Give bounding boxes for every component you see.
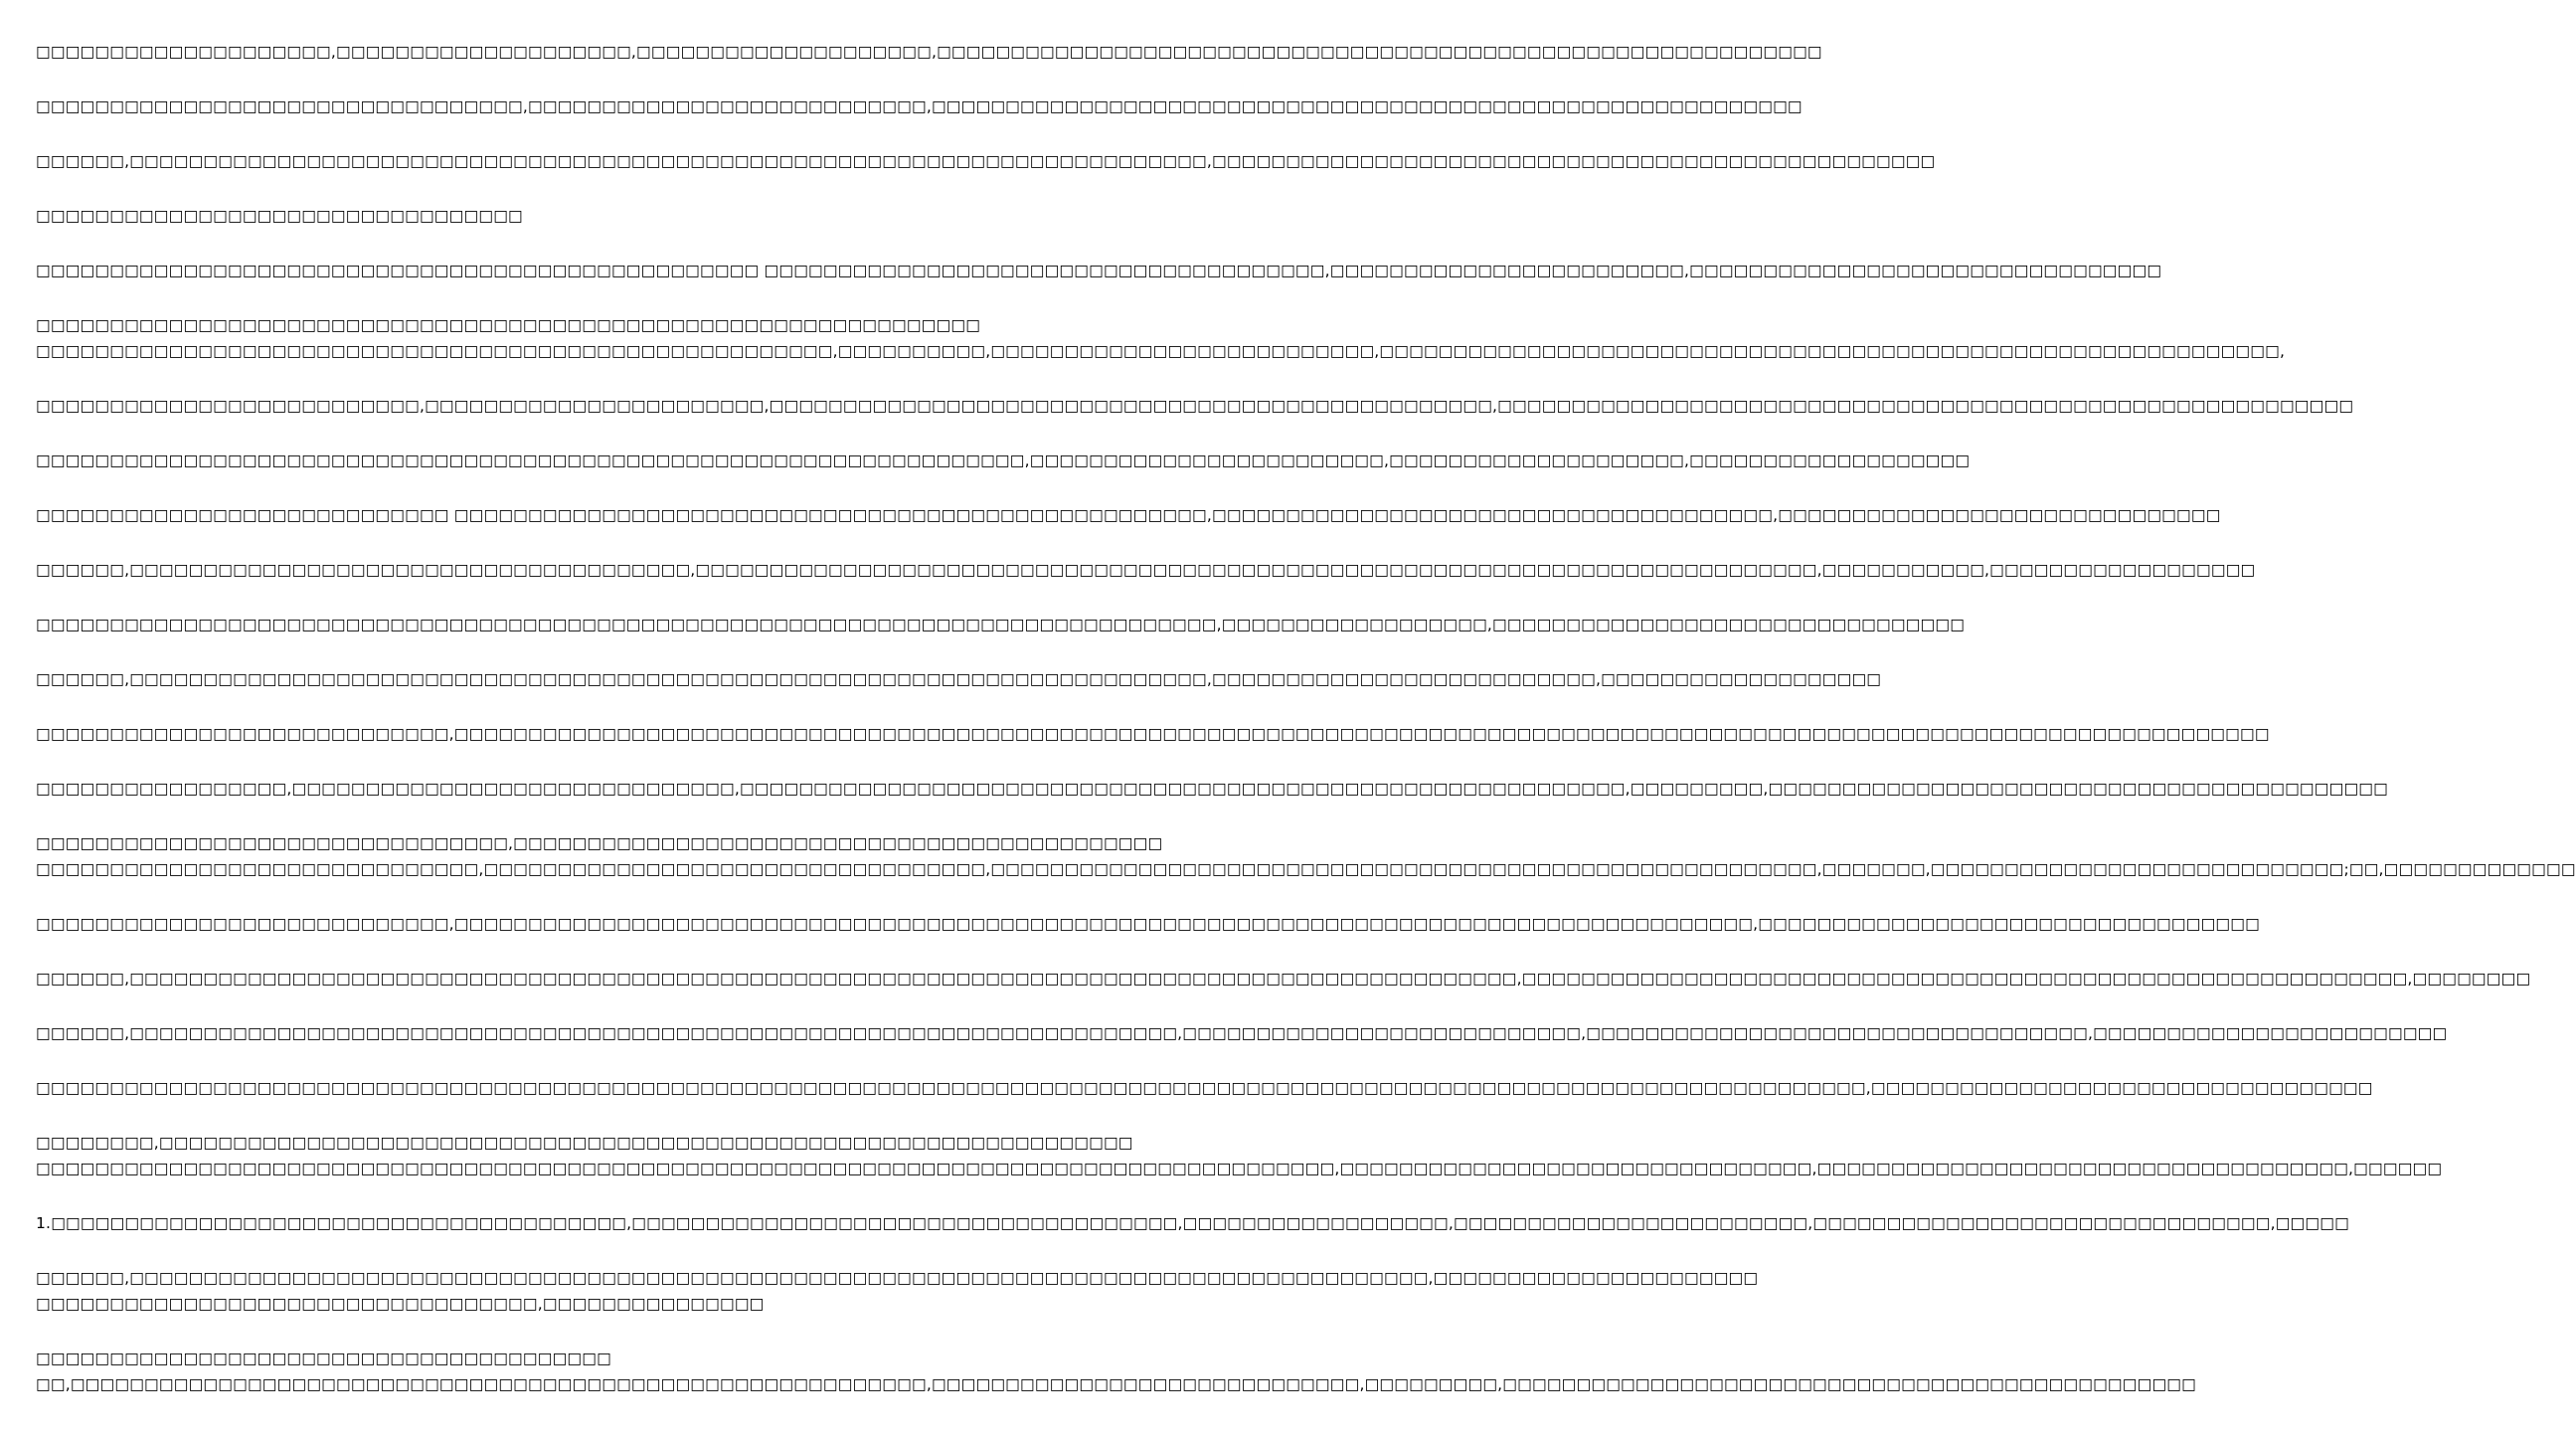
text-line-24: 1.□□□□□□□□□□□□□□□□□□□□□□□□□□□□□□□□□□□□□□□,□□□□□□□□□□□□□□□□□□□□□□□□□□□□□□□□□□□□□,□□□□□□□□□□□□□□□□□□,□□□□□□□□□□□□□□□□□□□□□□□□,□□□□□□□□□□□□□□□□□□□□□□□□□□□□□□□,□□□□□ <box>36 1214 2349 1232</box>
text-line-7: □□□□□□□□□□□□□□□□□□□□□□□□□□□□□□□□□□□□□□□□□□□□□□□□□□□□□□,□□□□□□□□□□,□□□□□□□□□□□□□□□□□□□□□□□□□□,□□□□□□□□□□□□□□□□□□□□□□□□□□□□□□□□□□□□□□□□□□□□□□□□□□□□□□□□□□□□□, <box>36 342 2286 360</box>
text-line-26: □□□□□□□□□□□□□□□□□□□□□□□□□□□□□□□□□□,□□□□□□□□□□□□□□□ <box>36 1295 765 1313</box>
text-line-13: □□□□□□,□□□□□□□□□□□□□□□□□□□□□□□□□□□□□□□□□□□□□□□□□□□□□□□□□□□□□□□□□□□□□□□□□□□□□□□□□,□□□□□□□□□□□□□□□□□□□□□□□□□□,□□□□□□□□□□□□□□□□□□□ <box>36 670 1882 688</box>
text-line-6: □□□□□□□□□□□□□□□□□□□□□□□□□□□□□□□□□□□□□□□□□□□□□□□□□□□□□□□□□□□□□□□□ <box>36 316 981 334</box>
text-line-23: □□□□□□□□□□□□□□□□□□□□□□□□□□□□□□□□□□□□□□□□□□□□□□□□□□□□□□□□□□□□□□□□□□□□□□□□□□□□□□□□□□□□□□□□,□□□□□□□□□□□□□□□□□□□□□□□□□□□□□□□□,□□□□□□□□□□□□□□□□□□□□□□□□□□□□□□□□□□□□,□□□□□□ <box>36 1160 2443 1177</box>
text-line-3: □□□□□□,□□□□□□□□□□□□□□□□□□□□□□□□□□□□□□□□□□□□□□□□□□□□□□□□□□□□□□□□□□□□□□□□□□□□□□□□□,□□□□□□□□□□□□□□□□□□□□□□□□□□□□□□□□□□□□□□□□□□□□□□□□□ <box>36 152 1936 170</box>
text-line-14: □□□□□□□□□□□□□□□□□□□□□□□□□□□□,□□□□□□□□□□□□□□□□□□□□□□□□□□□□□□□□□□□□□□□□□□□□□□□□□□□□□□□□□□□□□□□□□□□□□□□□□□□□□□□□□□□□□□□□□□□□□□□□□□□□□□□□□□□□□□□□□□□□□□□□□□□ <box>36 725 2270 743</box>
text-line-12: □□□□□□□□□□□□□□□□□□□□□□□□□□□□□□□□□□□□□□□□□□□□□□□□□□□□□□□□□□□□□□□□□□□□□□□□□□□□□□□□,□□□□□□□□□□□□□□□□□□,□□□□□□□□□□□□□□□□□□□□□□□□□□□□□□□□ <box>36 616 1966 633</box>
text-line-2: □□□□□□□□□□□□□□□□□□□□□□□□□□□□□□□□□,□□□□□□□□□□□□□□□□□□□□□□□□□□□,□□□□□□□□□□□□□□□□□□□□□□□□□□□□□□□□□□□□□□□□□□□□□□□□□□□□□□□□□□□ <box>36 97 1803 115</box>
text-line-9: □□□□□□□□□□□□□□□□□□□□□□□□□□□□□□□□□□□□□□□□□□□□□□□□□□□□□□□□□□□□□□□□□□□,□□□□□□□□□□□□□□□□□□□□□□□□,□□□□□□□□□□□□□□□□□□□□,□□□□□□□□□□□□□□□□□□□ <box>36 451 1971 469</box>
text-line-16: □□□□□□□□□□□□□□□□□□□□□□□□□□□□□□□□,□□□□□□□□□□□□□□□□□□□□□□□□□□□□□□□□□□□□□□□□□□□□ <box>36 834 1163 852</box>
text-line-5: □□□□□□□□□□□□□□□□□□□□□□□□□□□□□□□□□□□□□□□□□□□□□□□□□ □□□□□□□□□□□□□□□□□□□□□□□□□□□□□□□□□□□□□□,□□□□□□□□□□□□□□□□□□□□□□□□,□□□□□□□□□□□□□□□□□□□□□□□□□□□□□□□□ <box>36 262 2162 279</box>
text-line-18: □□□□□□□□□□□□□□□□□□□□□□□□□□□□,□□□□□□□□□□□□□□□□□□□□□□□□□□□□□□□□□□□□□□□□□□□□□□□□□□□□□□□□□□□□□□□□□□□□□□□□□□□□□□□□□□□□□□□□,□□□□□□□□□□□□□□□□□□□□□□□□□□□□□□□□□□ <box>36 915 2260 933</box>
text-line-25: □□□□□□,□□□□□□□□□□□□□□□□□□□□□□□□□□□□□□□□□□□□□□□□□□□□□□□□□□□□□□□□□□□□□□□□□□□□□□□□□□□□□□□□□□□□□□□□,□□□□□□□□□□□□□□□□□□□□□□ <box>36 1269 1759 1287</box>
text-line-22: □□□□□□□□,□□□□□□□□□□□□□□□□□□□□□□□□□□□□□□□□□□□□□□□□□□□□□□□□□□□□□□□□□□□□□□□□□□ <box>36 1134 1133 1152</box>
text-line-21: □□□□□□□□□□□□□□□□□□□□□□□□□□□□□□□□□□□□□□□□□□□□□□□□□□□□□□□□□□□□□□□□□□□□□□□□□□□□□□□□□□□□□□□□□□□□□□□□□□□□□□□□□□□□□□□□□□□□□□□□□□□□,□□□□□□□□□□□□□□□□□□□□□□□□□□□□□□□□□□ <box>36 1079 2373 1097</box>
text-line-1: □□□□□□□□□□□□□□□□□□□□,□□□□□□□□□□□□□□□□□□□□,□□□□□□□□□□□□□□□□□□□□,□□□□□□□□□□□□□□□□□□□□□□□□□□□□□□□□□□□□□□□□□□□□□□□□□□□□□□□□□□□□ <box>36 43 1822 61</box>
text-line-28: □□,□□□□□□□□□□□□□□□□□□□□□□□□□□□□□□□□□□□□□□□□□□□□□□□□□□□□□□□□□□,□□□□□□□□□□□□□□□□□□□□□□□□□□□□□,□□□□□□□□□,□□□□□□□□□□□□□□□□□□□□□□□□□□□□□□□□□□□□□□□□□□□□□□□ <box>36 1375 2196 1393</box>
text-line-17: □□□□□□□□□□□□□□□□□□□□□□□□□□□□□□,□□□□□□□□□□□□□□□□□□□□□□□□□□□□□□□□□□,□□□□□□□□□□□□□□□□□□□□□□□□□□□□□□□□□□□□□□□□□□□□□□□□□□□□□□□□,□□□□□□□,□□□□□□□□□□□□□□□□□□□□□□□□□□□□;□□,□□□□□□□□□□□□□ <box>36 860 2576 878</box>
text-line-27: □□□□□□□□□□□□□□□□□□□□□□□□□□□□□□□□□□□□□□□ <box>36 1350 611 1367</box>
text-line-15: □□□□□□□□□□□□□□□□□,□□□□□□□□□□□□□□□□□□□□□□□□□□□□□□,□□□□□□□□□□□□□□□□□□□□□□□□□□□□□□□□□□□□□□□□□□□□□□□□□□□□□□□□□□□□,□□□□□□□□□,□□□□□□□□□□□□□□□□□□□□□□□□□□□□□□□□□□□□□□□□□□ <box>36 780 2388 798</box>
text-line-8: □□□□□□□□□□□□□□□□□□□□□□□□□□,□□□□□□□□□□□□□□□□□□□□□□□,□□□□□□□□□□□□□□□□□□□□□□□□□□□□□□□□□□□□□□□□□□□□□□□□□,□□□□□□□□□□□□□□□□□□□□□□□□□□□□□□□□□□□□□□□□□□□□□□□□□□□□□□□□□□ <box>36 397 2354 415</box>
text-line-20: □□□□□□,□□□□□□□□□□□□□□□□□□□□□□□□□□□□□□□□□□□□□□□□□□□□□□□□□□□□□□□□□□□□□□□□□□□□□□□,□□□□□□□□□□□□□□□□□□□□□□□□□□□,□□□□□□□□□□□□□□□□□□□□□□□□□□□□□□□□□□,□□□□□□□□□□□□□□□□□□□□□□□□ <box>36 1024 2448 1042</box>
text-line-4: □□□□□□□□□□□□□□□□□□□□□□□□□□□□□□□□□ <box>36 207 523 225</box>
text-line-10: □□□□□□□□□□□□□□□□□□□□□□□□□□□□ □□□□□□□□□□□□□□□□□□□□□□□□□□□□□□□□□□□□□□□□□□□□□□□□□□□,□□□□□□□□□□□□□□□□□□□□□□□□□□□□□□□□□□□□□□,□□□□□□□□□□□□□□□□□□□□□□□□□□□□□□ <box>36 506 2221 524</box>
text-line-11: □□□□□□,□□□□□□□□□□□□□□□□□□□□□□□□□□□□□□□□□□□□□□,□□□□□□□□□□□□□□□□□□□□□□□□□□□□□□□□□□□□□□□□□□□□□□□□□□□□□□□□□□□□□□□□□□□□□□□□□□□□,□□□□□□□□□□□,□□□□□□□□□□□□□□□□□□ <box>36 561 2256 579</box>
text-line-19: □□□□□□,□□□□□□□□□□□□□□□□□□□□□□□□□□□□□□□□□□□□□□□□□□□□□□□□□□□□□□□□□□□□□□□□□□□□□□□□□□□□□□□□□□□□□□□□□□□□□□,□□□□□□□□□□□□□□□□□□□□□□□□□□□□□□□□□□□□□□□□□□□□□□□□□□□□□□□□□□□□,□□□□□□□□ <box>36 970 2531 988</box>
